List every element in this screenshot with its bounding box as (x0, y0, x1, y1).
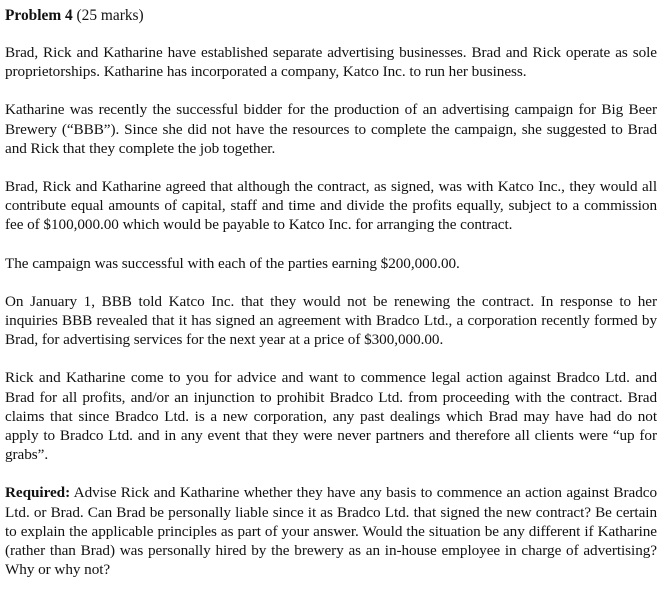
required-text: Advise Rick and Katharine whether they have any basis to commence an action against Bradco Ltd. or Brad. Can Brad be personally liable since it as Bradco Ltd. that signed the new contract? Be certain to explain the applicable principles as part of your answer. Would the situation be any different if Katharine (rather than Brad) was personally hired by the brewery as an in-house employee in charge of advertising? Why or why not? (5, 484, 657, 579)
problem-heading: Problem 4 (5, 7, 73, 24)
paragraph-required (5, 483, 657, 579)
paragraph-non-renewal: On January 1, BBB told Katco Inc. that they would not be renewing the contract. In response to her inquiries BBB revealed that it has signed an agreement with Bradco Ltd., a corporation recently formed by Brad, for advertising services for the next year at a price of $300,000.00. (5, 292, 657, 349)
paragraph-legal-action: Rick and Katharine come to you for advice and want to commence legal action against Bradco Ltd. and Brad for all profits, and/or an injunction to prohibit Bradco Ltd. from proceeding with the contract. Brad claims that since Bradco Ltd. is a new corporation, any past dealings which Brad may have had do not apply to Bradco Ltd. and in any event that they were never partners and therefore all clients were “up for grabs”. (5, 369, 657, 464)
paragraph-earnings: The campaign was successful with each of the parties earning $200,000.00. (5, 254, 460, 272)
required-label: Required: (5, 484, 71, 502)
problem-marks: (25 marks) (76, 7, 144, 24)
paragraph-bbb-contract: Katharine was recently the successful bidder for the production of an advertising campaign for Big Beer Brewery (“BBB”). Since she did not have the resources to complete the campaign, she suggested to Brad and Rick that they complete the job together. (5, 101, 657, 157)
problem-title (5, 6, 657, 25)
paragraph-background: Brad, Rick and Katharine have established separate advertising businesses. Brad and Rick operate as sole proprietorships. Katharine has incorporated a company, Katco Inc. to run her business. (5, 44, 657, 81)
paragraph-agreement: Brad, Rick and Katharine agreed that although the contract, as signed, was with Katco Inc., they would all contribute equal amounts of capital, staff and time and divide the profits equally, subject to a commission fee of $100,000.00 which would be payable to Katco Inc. for arranging the contract. (5, 178, 657, 234)
